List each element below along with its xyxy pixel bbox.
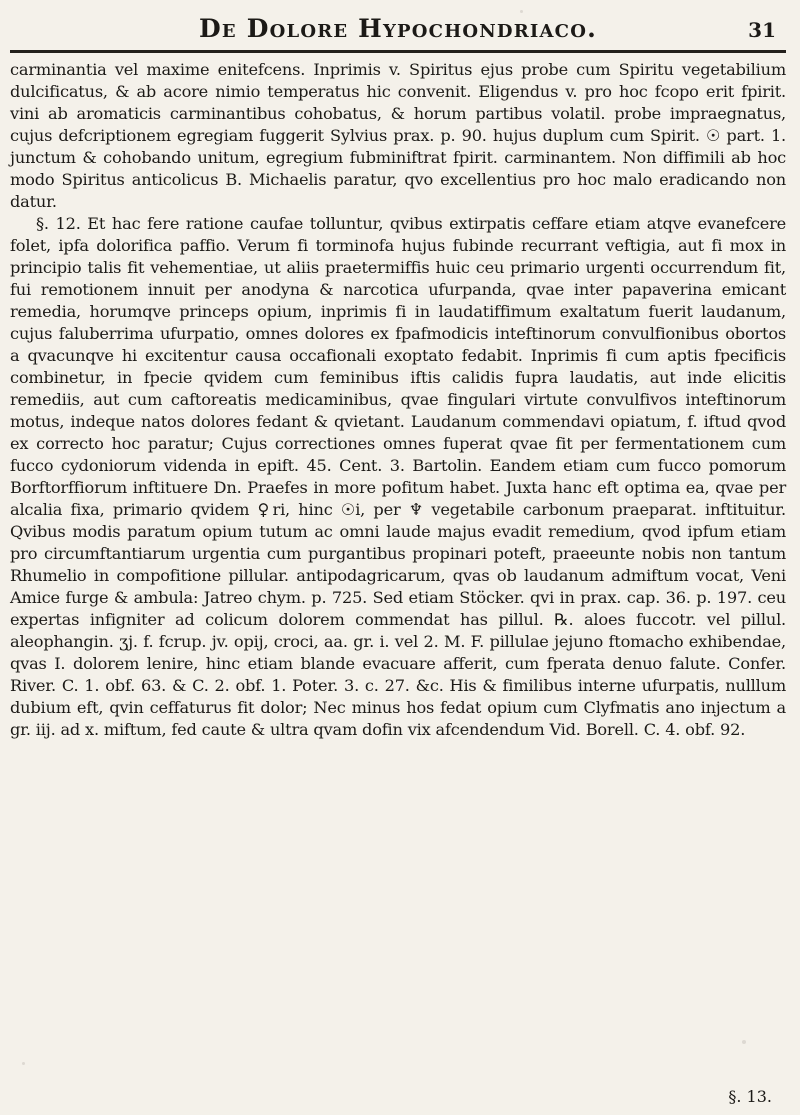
- page-number: 31: [748, 18, 776, 42]
- paper-speck: [742, 1040, 746, 1044]
- paragraph-1: carminantia vel maxime enitefcens. Inprimis v. Spiritus ejus probe cum Spiritu vegetabilium dulcificatus, & ab acore nimio temperatus hic convenit. Eligendus v. pro hoc fcopo erit fpirit. vini ab aromaticis carminantibus cohobatus, & horum partibus volatil. probe impraegnatus, cujus defcriptionem egregiam fuggerit Sylvius prax. p. 90. hujus duplum cum Spirit. ☉ part. 1. junctum & cohobando unitum, egregium fubminiftrat fpirit. carminantem. Non diffimili ab hoc modo Spiritus anticolicus B. Michaelis paratur, qvo excellentius pro hoc malo eradicando non datur.: [10, 60, 786, 211]
- paragraph-2: §. 12. Et hac fere ratione caufae tolluntur, qvibus extirpatis ceffare etiam atqve evanefcere folet, ipfa dolorifica paffio. Verum fi torminofa hujus fubinde recurrant veftigia, aut fi mox in principio talis fit vehementiae, ut aliis praetermiffis huic ceu primario urgenti occurrendum fit, fui remotionem innuit per anodyna & narcotica ufurpanda, qvae inter papaverina emicant remedia, horumqve princeps opium, inprimis fi in laudatiffimum exaltatum fuerit laudanum, cujus faluberrima ufurpatio, omnes dolores ex fpafmodicis inteftinorum convulfionibus obortos a qvacunqve hi excitentur causa occafionali exoptato fedabit. Inprimis fi cum aptis fpecificis combinetur, in fpecie qvidem cum feminibus iftis calidis fupra laudatis, aut inde elicitis remediis, aut cum caftoreatis medicaminibus, qvae fingulari virtute convulfivos inteftinorum motus, indeque natos dolores fedant & qvietant. Laudanum commendavi opiatum, f. iftud qvod ex correcto hoc paratur; Cujus correctiones omnes fuperat qvae fit per fermentationem cum fucco cydoniorum videnda in epift. 45. Cent. 3. Bartolin. Eandem etiam cum fucco pomorum Borftorffiorum inftituere Dn. Praefes in more pofitum habet. Juxta hanc eft optima ea, qvae per alcalia fixa, primario qvidem ♀ri, hinc ☉i, per ♆ vegetabile carbonum praeparat. inftituitur. Qvibus modis paratum opium tutum ac omni laude majus evadit remedium, qvod ipfum etiam pro circumftantiarum urgentia cum purgantibus propinari poteft, praeeunte nobis non tantum Rhumelio in compofitione pillular. antipodagricarum, qvas ob laudanum admiftum vocat, Veni Amice furge & ambula: Jatreo chym. p. 725. Sed etiam Stöcker. qvi in prax. cap. 36. p. 197. ceu expertas infigniter ad colicum dolorem commendat has pillul. ℞. aloes fuccotr. vel pillul. aleophangin. ʒj. f. fcrup. jv. opij, croci, aa. gr. i. vel 2. M. F. pillulae jejuno ftomacho exhibendae, qvas I. dolorem lenire, hinc etiam blande evacuare afferit, cum fperata denuo falute. Confer. River. C. 1. obf. 63. & C. 2. obf. 1. Poter. 3. c. 27. &c. His & fimilibus interne ufurpatis, nulllum dubium eft, qvin ceffaturus fit dolor; Nec minus hos fedat opium cum Clyfmatis ano injectum a gr. iij. ad x. miftum, fed caute & ultra qvam dofin vix afcendendum Vid. Borell. C. 4. obf. 92.: [10, 214, 786, 739]
- catchword: §. 13.: [728, 1087, 772, 1106]
- paper-speck: [520, 10, 523, 13]
- paper-speck: [22, 1062, 25, 1065]
- running-title: De Dolore Hypochondriaco.: [199, 14, 597, 43]
- header-rule: [10, 50, 786, 53]
- body-text: [10, 59, 786, 741]
- page-header: [10, 14, 786, 48]
